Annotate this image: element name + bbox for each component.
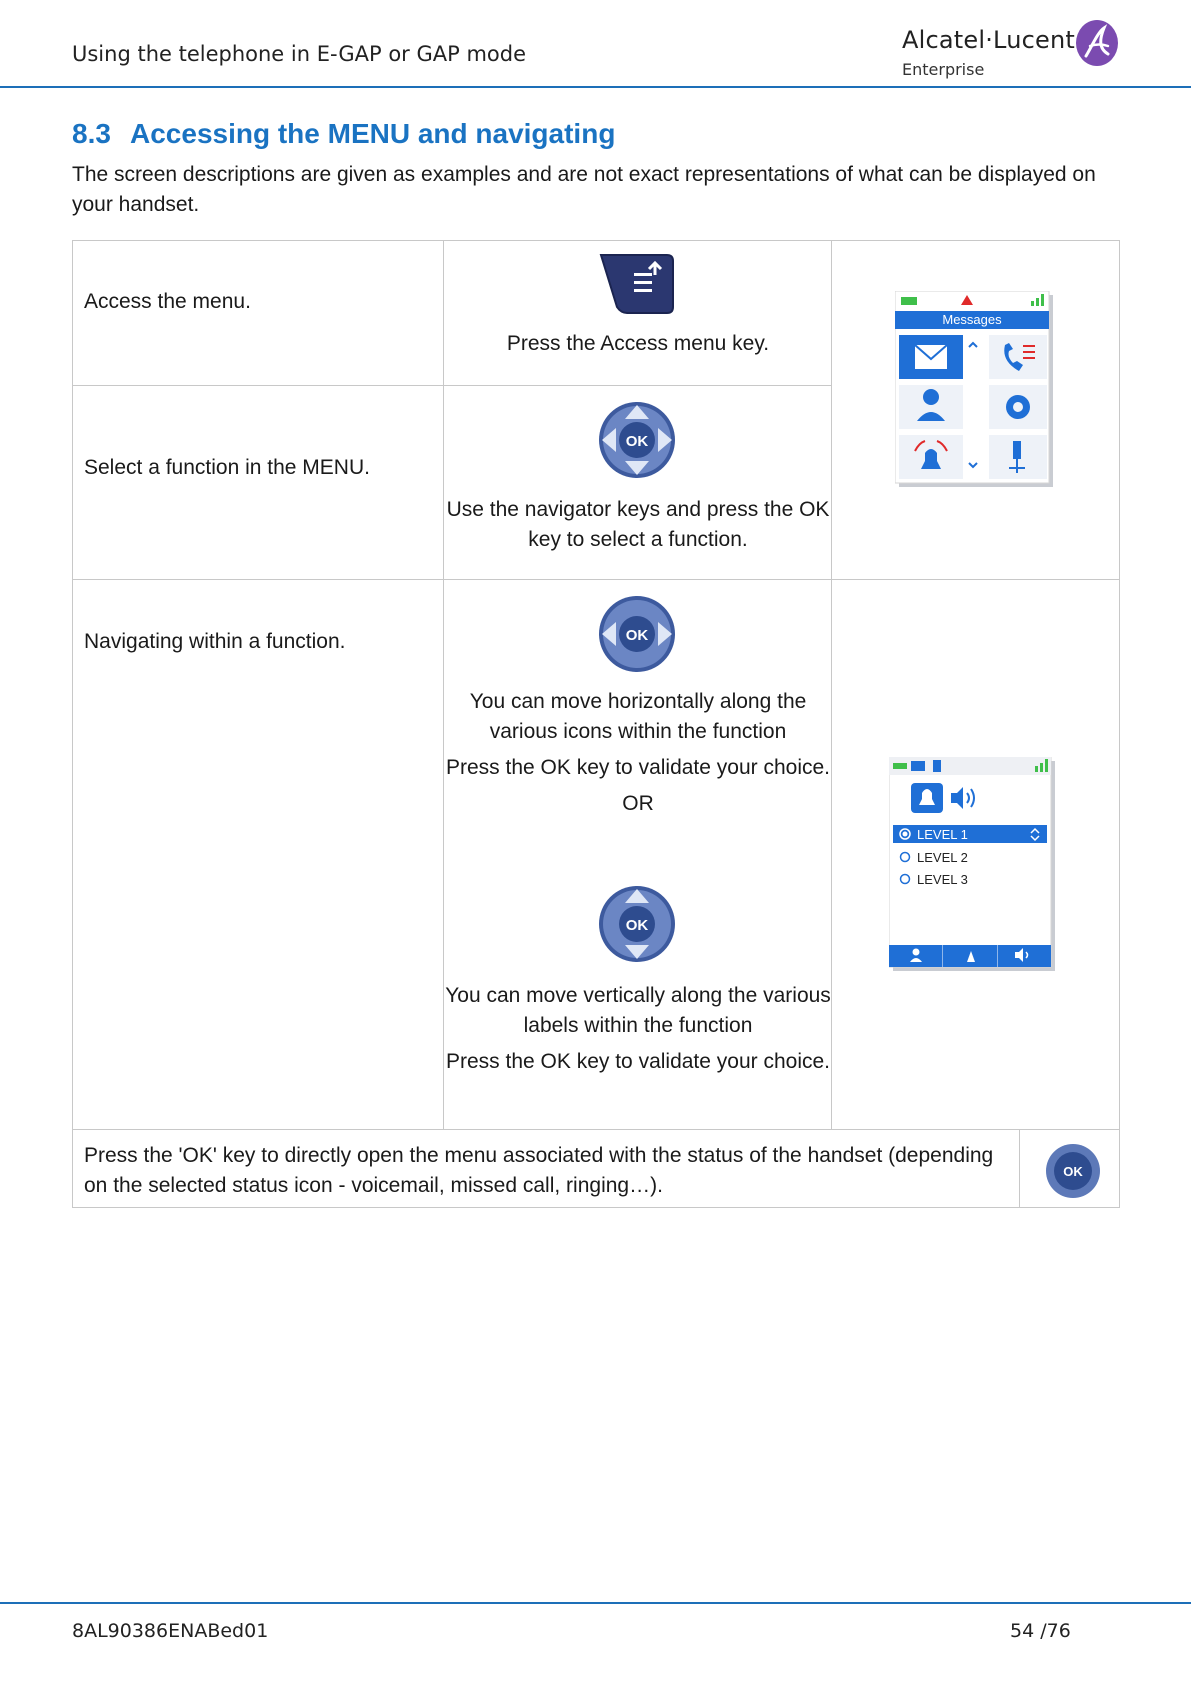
contacts-icon bbox=[923, 389, 939, 405]
battery-icon bbox=[901, 297, 917, 305]
handset-menu-screen bbox=[895, 291, 1055, 489]
logo-subtitle: Enterprise bbox=[902, 60, 985, 79]
vibrate-status-icon bbox=[933, 760, 941, 772]
table-divider bbox=[73, 385, 831, 386]
section-title: Accessing the MENU and navigating bbox=[130, 118, 616, 149]
signal-icon bbox=[1045, 759, 1048, 772]
status-ok-instruction: Press the 'OK' key to directly open the menu associated with the status of the handset (depending on the selected status icon - voicemail, missed call, ringing…). bbox=[84, 1144, 994, 1197]
section-number: 8.3 bbox=[72, 118, 111, 149]
ok-key-icon bbox=[1043, 1141, 1103, 1201]
logo-name: Alcatel·Lucent bbox=[902, 26, 1076, 54]
access-menu-key-icon bbox=[597, 251, 677, 319]
instruction-text: Press the Access menu key. bbox=[506, 332, 770, 355]
row-label: Access the menu. bbox=[84, 290, 251, 313]
battery-icon bbox=[893, 763, 907, 769]
row-label: Select a function in the MENU. bbox=[84, 456, 370, 479]
or-separator: OR bbox=[622, 792, 654, 815]
instruction-text: Use the navigator keys and press the OK key to select a function. bbox=[446, 498, 830, 551]
instruction-text: You can move vertically along the various labels within the function bbox=[445, 984, 831, 1037]
alcatel-lucent-logo-icon bbox=[1074, 18, 1120, 68]
navigator-horizontal-icon bbox=[596, 593, 678, 675]
row-instruction bbox=[445, 687, 831, 819]
message-status-icon bbox=[911, 761, 925, 771]
table-divider bbox=[443, 241, 444, 1129]
intro-paragraph: The screen descriptions are given as examples and are not exact representations of what can be displayed on your handset. bbox=[72, 163, 1096, 216]
ringing-level-label: LEVEL 2 bbox=[917, 850, 968, 865]
row-instruction bbox=[445, 981, 831, 1077]
table-divider bbox=[73, 579, 1119, 580]
row-instruction bbox=[445, 329, 831, 359]
signal-icon bbox=[1041, 294, 1044, 306]
company-logo bbox=[902, 18, 1132, 84]
footer-rule bbox=[0, 1602, 1191, 1604]
instruction-text: Press the OK key to validate your choice. bbox=[445, 756, 831, 779]
header-rule bbox=[0, 86, 1191, 88]
navigator-vertical-icon bbox=[596, 883, 678, 965]
menu-tab-label: Messages bbox=[942, 312, 1002, 327]
handset-ringing-screen bbox=[889, 757, 1057, 973]
ok-label: OK bbox=[1063, 1164, 1083, 1179]
ringing-level-label: LEVEL 3 bbox=[917, 872, 968, 887]
calls-tile bbox=[989, 335, 1047, 379]
ok-label: OK bbox=[625, 917, 649, 934]
contact-softkey-icon bbox=[913, 949, 920, 956]
ok-label: OK bbox=[625, 627, 649, 644]
row-label: Navigating within a function. bbox=[84, 630, 346, 653]
running-header-title: Using the telephone in E-GAP or GAP mode bbox=[72, 42, 527, 66]
row-instruction bbox=[445, 495, 831, 555]
headset-icon bbox=[1013, 441, 1021, 459]
table-divider bbox=[1019, 1129, 1020, 1207]
page-number: 54 /76 bbox=[1010, 1620, 1071, 1642]
table-divider bbox=[831, 241, 832, 1129]
navigator-four-way-icon bbox=[596, 399, 678, 481]
ok-label: OK bbox=[625, 433, 649, 450]
instruction-table bbox=[72, 240, 1120, 1208]
section-heading bbox=[72, 118, 615, 150]
document-reference: 8AL90386ENABed01 bbox=[72, 1620, 269, 1642]
instruction-text: You can move horizontally along the various icons within the function bbox=[469, 690, 807, 743]
ringing-level-label: LEVEL 1 bbox=[917, 827, 968, 842]
instruction-text: Press the OK key to validate your choice. bbox=[445, 1050, 831, 1073]
table-divider bbox=[73, 1129, 1119, 1130]
